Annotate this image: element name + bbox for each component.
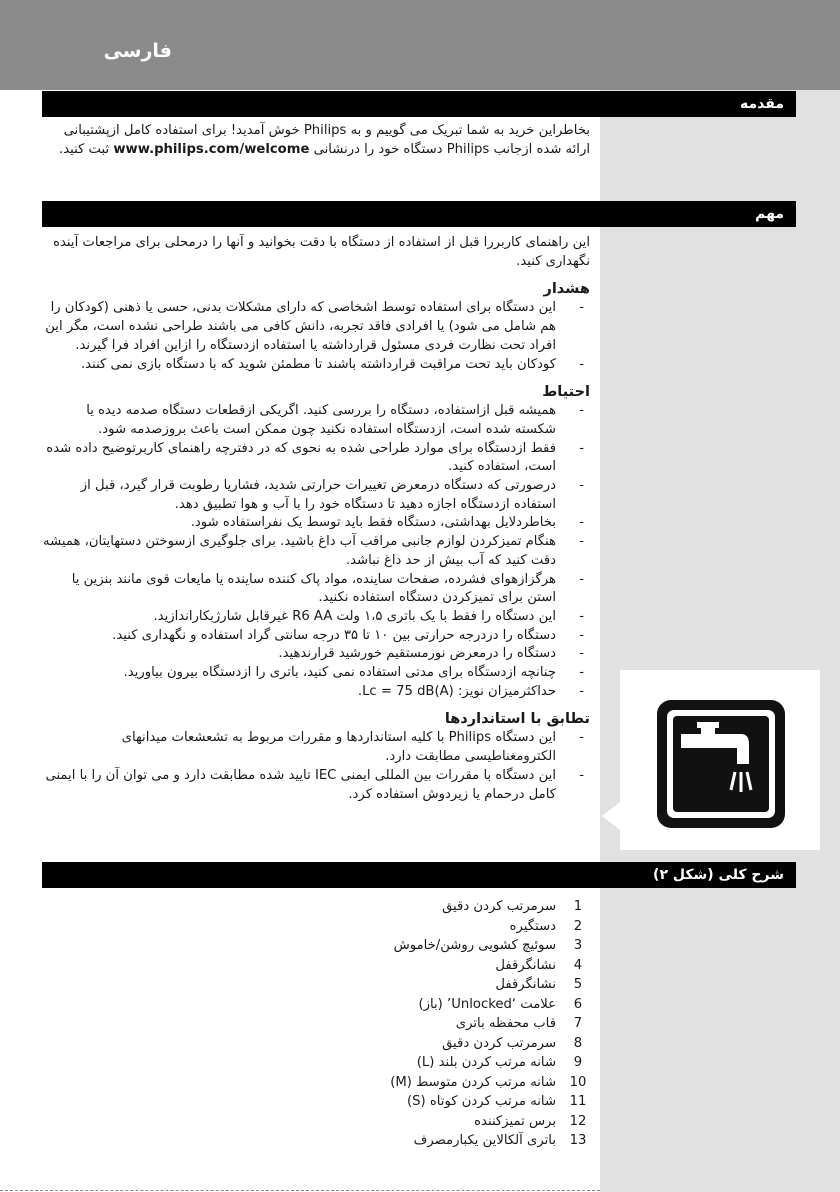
list-item: 6 علامت ‘Unlocked’ (باز) (418, 996, 583, 1012)
list-item: 9 شانه مرتب کردن بلند (L) (416, 1055, 583, 1070)
list-item: - حداکثرمیزان نویز: Lc = 75 dB(A). (42, 683, 590, 702)
list-item: 13 باتری آلکالاین یکبارمصرف (413, 1133, 587, 1148)
warning-heading: هشدار (543, 281, 590, 298)
list-item: 11 شانه مرتب کردن کوتاه (S) (406, 1094, 587, 1109)
section-heading-overview: شرح کلی (شکل ۲) (42, 862, 796, 888)
important-intro: این راهنمای کاربررا قبل از استفاده از دستگاه با دقت بخوانید و آنها را درمحلی برای مراجعات آینده نگهداری کنید. (53, 235, 590, 269)
list-item: - هنگام تمیزکردن لوازم جانبی مراقب آب داغ باشید. برای جلوگیری ازسوختن دستهایتان، همیشه دقت کنید که آب بیش از حد داغ نباشد. (42, 533, 590, 570)
language-title: فارسی (103, 40, 172, 62)
list-item: - بخاطردلایل بهداشتی، دستگاه فقط باید توسط یک نفراستفاده شود. (42, 514, 590, 533)
list-item: 10 شانه مرتب کردن متوسط (M) (390, 1074, 587, 1090)
intro-text: بخاطراین خرید به شما تبریک می گوییم و به Philips خوش آمدید! برای استفاده کامل ازپشتیبانی ارائه شده ازجانب Philips دستگاه خود را درنشانی (63, 123, 590, 157)
parts-list (42, 897, 590, 1151)
list-item: 8 سرمرتب کردن دقیق (442, 1035, 583, 1051)
list-item: - دستگاه را درمعرض نورمستقیم خورشید قرارندهید. (42, 645, 590, 664)
list-item: 5 نشانگرقفل (495, 977, 583, 992)
overview-content (42, 897, 590, 1151)
list-item: 1 سرمرتب کردن دقیق (442, 899, 583, 914)
list-item: - همیشه قبل ازاستفاده، دستگاه را بررسی کنید. اگریکی ازقطعات دستگاه صدمه دیده یا شکسته شده است، ازدستگاه استفاده نکنید چون ممکن است باعث بروزصدمه شود. (42, 402, 590, 439)
list-item: - هرگزازهوای فشرده، صفحات ساینده، مواد پاک کننده ساینده یا مایعات قوی مانند بنزین یا استن برای تمیزکردن دستگاه استفاده نکنید. (42, 571, 590, 608)
language-header (0, 0, 840, 90)
section-heading-important: مهم (42, 201, 796, 227)
intro-paragraph (42, 122, 590, 159)
list-item: - این دستگاه با مقررات بین المللی ایمنی IEC تایید شده مطابقت دارد و می توان آن را با ایمنی کامل درحمام یا زیردوش استفاده کرد. (42, 767, 590, 804)
list-item: 3 سوئیچ کشویی روشن/خاموش (393, 938, 583, 953)
important-content (42, 234, 590, 804)
page-bottom-divider (0, 1190, 600, 1191)
caution-heading: احتیاط (542, 384, 590, 401)
list-item: 12 برس تمیزکننده (474, 1113, 587, 1129)
list-item: - فقط ازدستگاه برای موارد طراحی شده به نحوی که در دفترچه راهنمای کاربرتوضیح داده شده است، استفاده کنید. (42, 440, 590, 477)
list-item: - این دستگاه را فقط با یک باتری ۱،۵ ولت R6 AA غیرقابل شارژبکاراندازید. (42, 608, 590, 627)
compliance-list (42, 729, 590, 804)
list-item: - این دستگاه Philips با کلیه استانداردها و مقررات مربوط به تشعشعات میدانهای الکترومغناطیسی مطابقت دارد. (42, 729, 590, 766)
list-item: 2 دستگیره (509, 918, 583, 934)
compliance-heading: تطابق با استانداردها (444, 711, 590, 728)
warning-list (42, 299, 590, 374)
list-item: 7 قاب محفظه باتری (455, 1016, 583, 1031)
welcome-link[interactable]: www.philips.com/welcome (113, 141, 310, 157)
list-item: - این دستگاه برای استفاده توسط اشخاصی که دارای مشکلات بدنی، حسی یا ذهنی (کودکان را هم شامل می شود) یا افرادی فاقد تجربه، دانش کافی می باشند طراحی نشده است، مگر این افراد تحت نظارت فردی مسئول قرارداشته یا استفاده ازدستگاه را ازاین افراد فرا گیرند. (42, 299, 590, 355)
list-item: - دستگاه را دردرجه حرارتی بین ۱۰ تا ۳۵ درجه سانتی گراد استفاده و نگهداری کنید. (42, 627, 590, 646)
list-item: - کودکان باید تحت مراقبت قرارداشته باشند تا مطمئن شوید که با دستگاه بازی نمی کنند. (42, 356, 590, 375)
intro-text-end: ثبت کنید. (59, 141, 110, 157)
caution-list (42, 402, 590, 701)
right-margin-sidebar (600, 90, 840, 1192)
list-item: 4 نشانگرقفل (495, 957, 583, 973)
list-item: - درصورتی که دستگاه درمعرض تغییرات حرارتی شدید، فشاریا رطوبت قرار گیرد، قبل از استفاده ازدستگاه اجازه دهید تا دستگاه خود را با آب و هوا تطبیق دهد. (42, 477, 590, 514)
section-heading-intro: مقدمه (42, 91, 796, 117)
faucet-warning-icon (657, 700, 785, 828)
list-item: - چنانچه ازدستگاه برای مدتی استفاده نمی کنید، باتری را ازدستگاه بیرون بیاورید. (42, 664, 590, 683)
icon-pointer-arrow (602, 802, 620, 830)
